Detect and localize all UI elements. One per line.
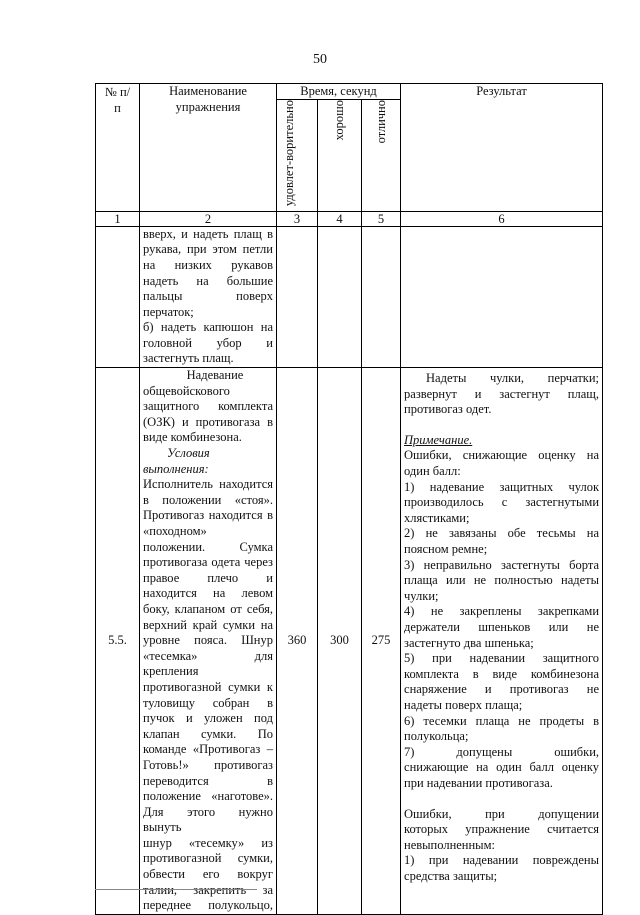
col-number-2: 2 [140, 211, 277, 226]
page-number: 50 [313, 52, 327, 67]
header-good: хорошо [318, 100, 362, 212]
row-number: 5.5. [96, 368, 140, 915]
header-number: № п/п [96, 84, 140, 212]
col-number-6: 6 [401, 211, 603, 226]
time-excellent: 275 [362, 368, 401, 915]
exercise-description: Надевание общевойскового защитного комплекта (ОЗК) и противогаза в виде комбинезона. Условия выполнения: Исполнитель находится в положении «стоя». Противогаз находится в «походном» положении. Сумка противогаза одета через правое плечо и находится на левом боку, клапаном от себя, верхний край сумки на уровне пояса. Шнур «тесемка» для крепления противогазной сумки к туловищу собран в пучок и уложен под клапан сумки. По команде «Противогаз – Готовь!» противогаз переводится в положение «наготове». Для этого нужно вынуть шнур «тесемку» из противогазной сумки, обвести его вокруг талии, закрепить за переднее полукольцо, [140, 368, 277, 915]
exercise-table [95, 83, 603, 915]
header-satisfactory: удовлет-ворительно [277, 100, 318, 212]
table-row-continued [96, 226, 603, 367]
continued-exercise-text: вверх, и надеть плащ в рукава, при этом петли на низких рукавов надеть на большие пальцы поверх перчаток; б) надеть капюшон на головной убор и застегнуть плащ. [140, 226, 277, 367]
header-exercise-name: Наименование упражнения [140, 84, 277, 212]
note-title: Примечание. [404, 432, 473, 447]
header-time-group: Время, секунд [277, 84, 401, 100]
col-number-3: 3 [277, 211, 318, 226]
header-result: Результат [401, 84, 603, 212]
col-number-1: 1 [96, 211, 140, 226]
time-satisfactory: 360 [277, 368, 318, 915]
column-numbers-row [96, 211, 603, 226]
header-excellent: отлично [362, 100, 401, 212]
result-description: Надеты чулки, перчатки; развернут и застегнут плащ, противогаз одет. Примечание. Ошибки, снижающие оценку на один балл: 1) надевание защитных чулок производилось с застегнутыми хлястиками; 2) не завязаны обе тесьмы на поясном ремне; 3) неправильно застегнуты борта плаща или не полностью надеты чулки; 4) не закреплены закрепками держатели шпеньков или не застегнуто два шпенька; 5) при надевании защитного комплекта в виде комбинезона снаряжение и противогаз не надеты поверх плаща; 6) тесемки плаща не продеты в полукольца; 7) допущены ошибки, снижающие на один балл оценку при надевании противогаза. Ошибки, при допущении которых упражнение считается невыполненным: 1) при надевании повреждены средства защиты; [401, 368, 603, 915]
conditions-title: Условия [167, 446, 210, 461]
table-row-5-5 [96, 368, 603, 915]
col-number-5: 5 [362, 211, 401, 226]
time-good: 300 [318, 368, 362, 915]
col-number-4: 4 [318, 211, 362, 226]
footnote-divider [95, 889, 257, 890]
